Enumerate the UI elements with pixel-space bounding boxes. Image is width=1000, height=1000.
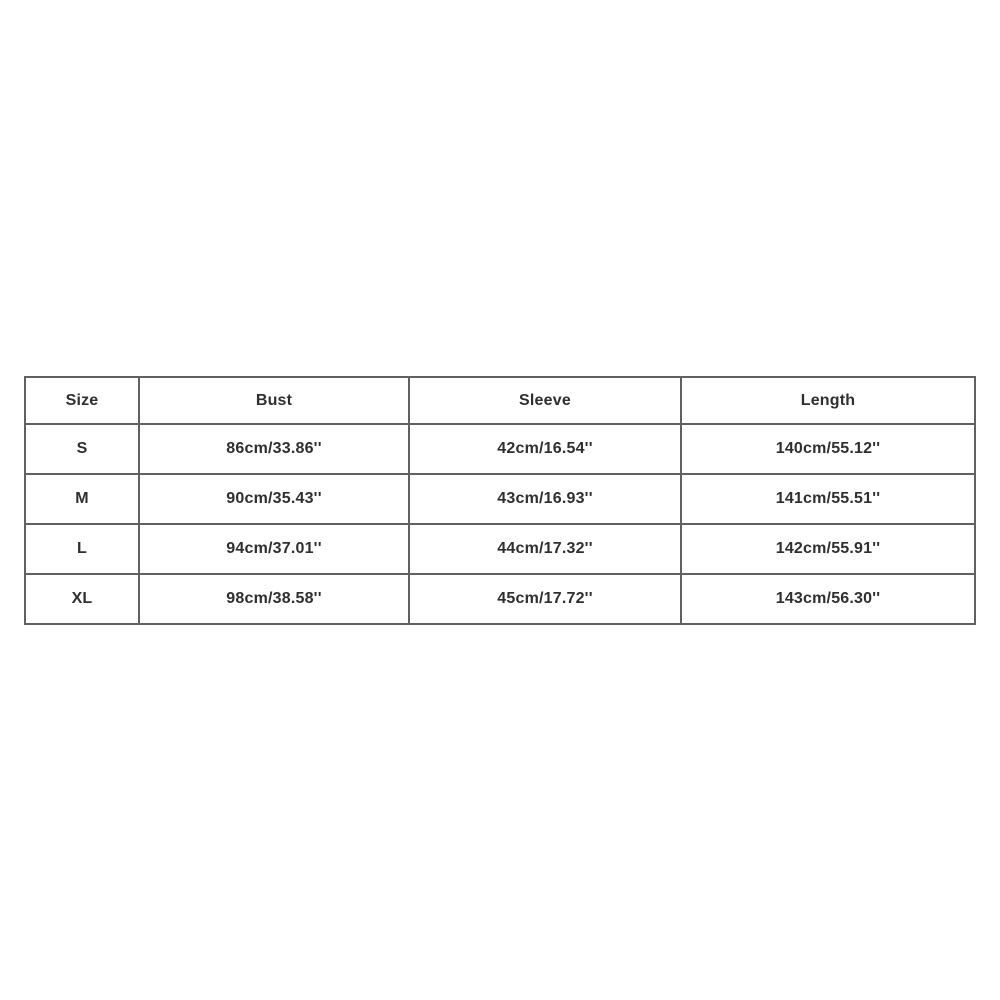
table-row-l	[25, 524, 975, 574]
sleeve-cell: 45cm/17.72''	[409, 574, 681, 624]
length-cell: 143cm/56.30''	[681, 574, 975, 624]
bust-cell: 90cm/35.43''	[139, 474, 409, 524]
size-cell: S	[25, 424, 139, 474]
table-row-s	[25, 424, 975, 474]
size-cell: XL	[25, 574, 139, 624]
bust-cell: 94cm/37.01''	[139, 524, 409, 574]
size-chart	[24, 376, 974, 625]
column-header-size: Size	[25, 377, 139, 424]
header-row	[25, 377, 975, 424]
size-chart-table	[24, 376, 976, 625]
sleeve-cell: 42cm/16.54''	[409, 424, 681, 474]
column-header-sleeve: Sleeve	[409, 377, 681, 424]
length-cell: 142cm/55.91''	[681, 524, 975, 574]
table-row-xl	[25, 574, 975, 624]
sleeve-cell: 43cm/16.93''	[409, 474, 681, 524]
bust-cell: 86cm/33.86''	[139, 424, 409, 474]
table-row-m	[25, 474, 975, 524]
sleeve-cell: 44cm/17.32''	[409, 524, 681, 574]
column-header-bust: Bust	[139, 377, 409, 424]
size-cell: L	[25, 524, 139, 574]
bust-cell: 98cm/38.58''	[139, 574, 409, 624]
column-header-length: Length	[681, 377, 975, 424]
size-cell: M	[25, 474, 139, 524]
length-cell: 140cm/55.12''	[681, 424, 975, 474]
length-cell: 141cm/55.51''	[681, 474, 975, 524]
